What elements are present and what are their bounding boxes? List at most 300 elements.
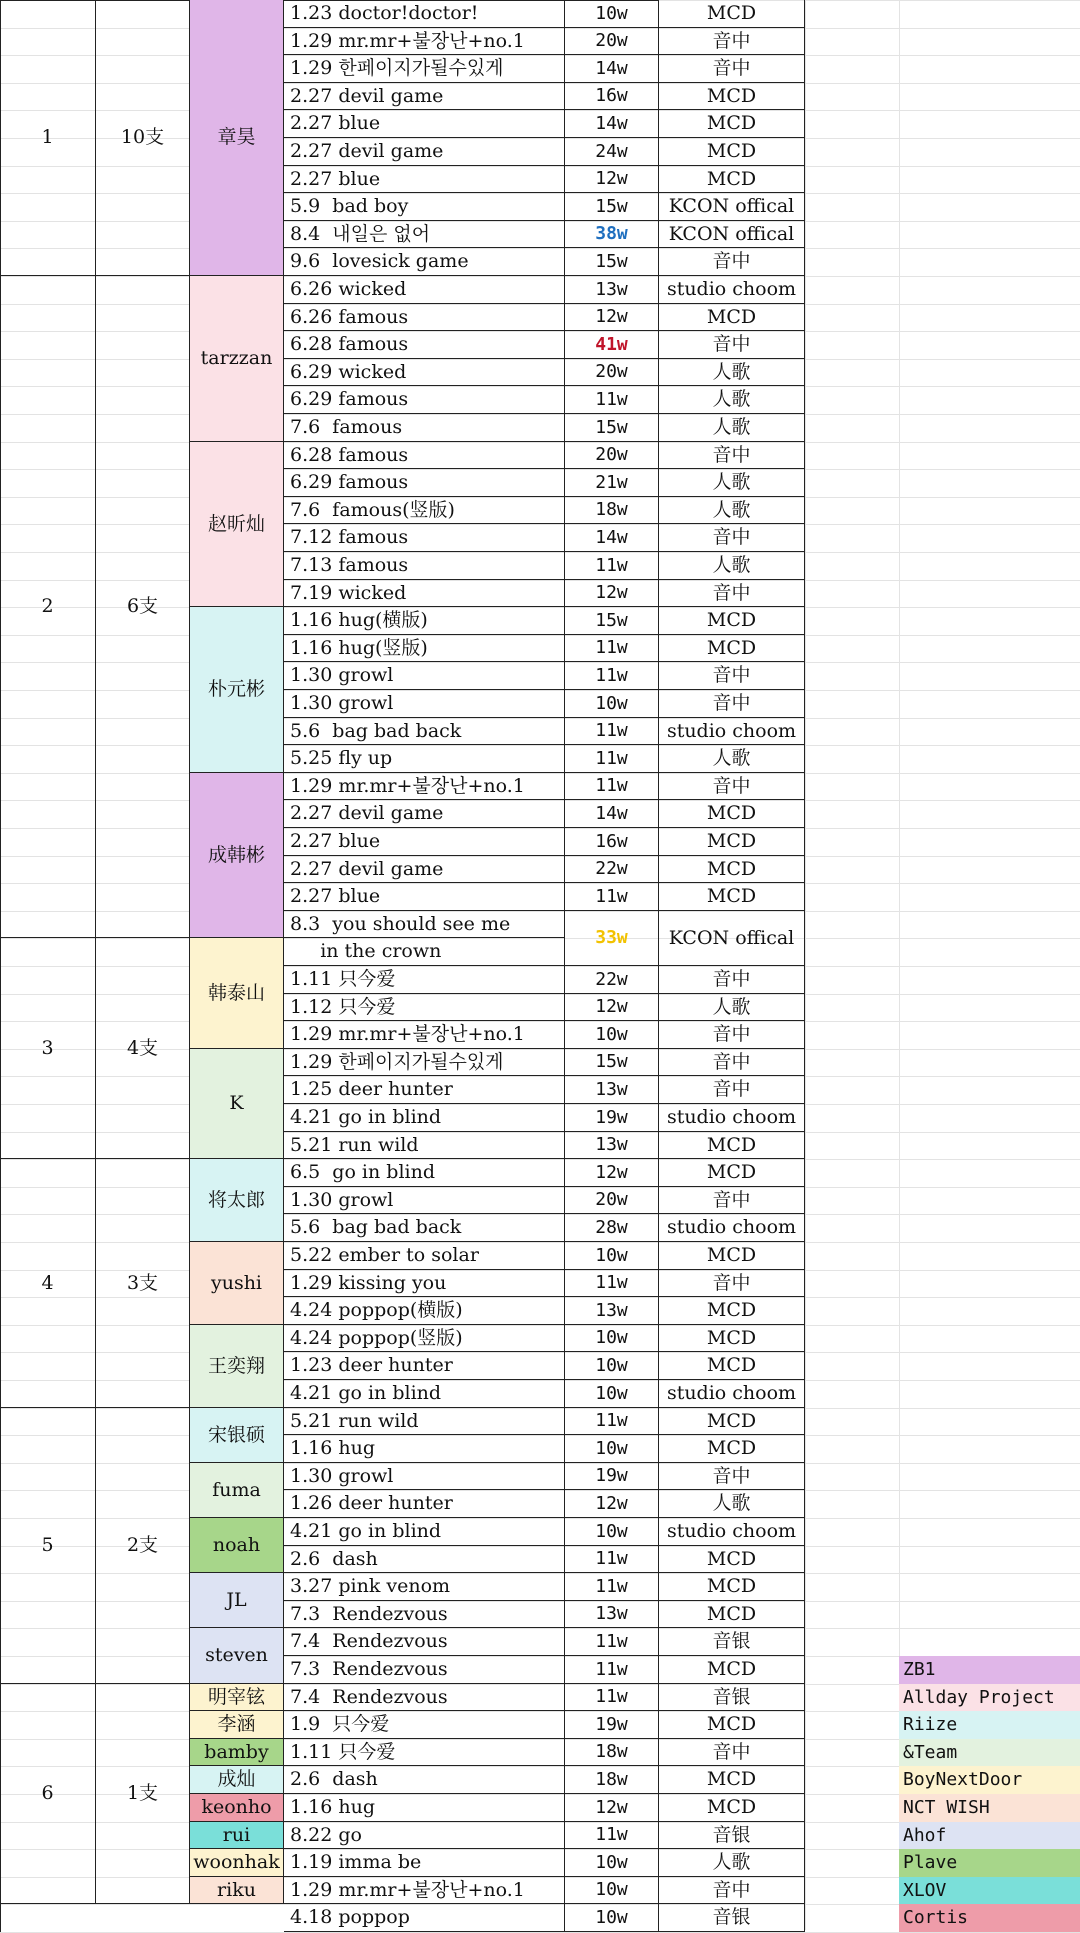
platform-cell[interactable] bbox=[659, 442, 805, 469]
song-cell[interactable] bbox=[284, 580, 565, 607]
platform-cell[interactable] bbox=[659, 1684, 805, 1711]
platform-name: MCD bbox=[706, 885, 757, 907]
legend-item[interactable] bbox=[899, 1656, 1080, 1684]
views-cell[interactable] bbox=[565, 386, 659, 414]
platform-cell[interactable] bbox=[659, 221, 805, 248]
song-cell[interactable] bbox=[284, 1104, 565, 1132]
song-title: 1.16 hug(横版) bbox=[290, 609, 428, 631]
platform-cell[interactable] bbox=[659, 1766, 805, 1794]
views-cell[interactable] bbox=[565, 1822, 659, 1849]
platform-cell[interactable] bbox=[659, 138, 805, 166]
song-cell[interactable] bbox=[284, 1711, 565, 1739]
views-cell[interactable] bbox=[565, 442, 659, 469]
platform-name: 音中 bbox=[712, 1023, 751, 1045]
tier-count-cell[interactable] bbox=[96, 938, 190, 1159]
views-cell[interactable] bbox=[565, 1490, 659, 1518]
song-cell[interactable] bbox=[284, 1601, 565, 1628]
song-cell[interactable] bbox=[284, 911, 565, 938]
song-cell[interactable] bbox=[284, 221, 565, 248]
song-cell[interactable] bbox=[284, 304, 565, 331]
song-cell[interactable] bbox=[284, 55, 565, 83]
platform-cell[interactable] bbox=[659, 552, 805, 580]
views-cell[interactable] bbox=[565, 800, 659, 828]
platform-name: 音中 bbox=[712, 333, 751, 355]
song-cell[interactable] bbox=[284, 110, 565, 138]
views-cell[interactable] bbox=[565, 1766, 659, 1794]
views-cell[interactable] bbox=[565, 552, 659, 580]
views-cell[interactable] bbox=[565, 1380, 659, 1408]
song-cell[interactable] bbox=[284, 1352, 565, 1380]
views-cell[interactable] bbox=[565, 1435, 659, 1463]
member-name-cell[interactable] bbox=[190, 1628, 284, 1684]
song-cell[interactable] bbox=[284, 497, 565, 524]
song-cell[interactable] bbox=[284, 248, 565, 276]
platform-cell[interactable] bbox=[659, 1242, 805, 1270]
views-value: 11w bbox=[595, 885, 628, 907]
member-name-cell[interactable] bbox=[190, 773, 284, 938]
platform-cell[interactable] bbox=[659, 1490, 805, 1518]
platform-name: 音中 bbox=[712, 57, 751, 79]
song-cell[interactable] bbox=[284, 1573, 565, 1601]
tier-count-cell[interactable] bbox=[96, 1408, 190, 1684]
views-cell[interactable] bbox=[565, 221, 659, 248]
song-cell[interactable] bbox=[284, 83, 565, 110]
platform-cell[interactable] bbox=[659, 1794, 805, 1822]
song-cell[interactable] bbox=[284, 635, 565, 662]
song-title: 2.27 devil game bbox=[290, 857, 444, 880]
platform-cell[interactable] bbox=[659, 1214, 805, 1242]
views-cell[interactable] bbox=[565, 580, 659, 607]
platform-cell[interactable] bbox=[659, 55, 805, 83]
platform-name: MCD bbox=[706, 140, 757, 162]
views-cell[interactable] bbox=[565, 0, 659, 28]
member-name-cell[interactable] bbox=[190, 1242, 284, 1325]
platform-cell[interactable] bbox=[659, 1656, 805, 1684]
views-cell[interactable] bbox=[565, 856, 659, 883]
song-title: 4.21 go in blind bbox=[290, 1382, 442, 1404]
member-name-cell[interactable] bbox=[190, 276, 284, 442]
platform-cell[interactable] bbox=[659, 1380, 805, 1408]
platform-cell[interactable] bbox=[659, 883, 805, 911]
views-cell[interactable] bbox=[565, 1214, 659, 1242]
platform-cell[interactable] bbox=[659, 1877, 805, 1904]
views-cell[interactable] bbox=[565, 1049, 659, 1076]
song-cell[interactable] bbox=[284, 1132, 565, 1159]
platform-cell[interactable] bbox=[659, 1076, 805, 1104]
member-name: bamby bbox=[204, 1740, 269, 1763]
member-name: steven bbox=[205, 1644, 268, 1666]
platform-cell[interactable] bbox=[659, 994, 805, 1021]
views-cell[interactable] bbox=[565, 83, 659, 110]
views-cell[interactable] bbox=[565, 1601, 659, 1628]
member-name: tarzzan bbox=[200, 347, 273, 369]
platform-cell[interactable] bbox=[659, 1628, 805, 1656]
member-name-cell[interactable] bbox=[190, 1049, 284, 1159]
views-cell[interactable] bbox=[565, 1794, 659, 1822]
tier-rank: 2 bbox=[41, 595, 54, 617]
platform-cell[interactable] bbox=[659, 248, 805, 276]
views-value: 12w bbox=[595, 1492, 628, 1514]
views-cell[interactable] bbox=[565, 1711, 659, 1739]
views-value: 20w bbox=[595, 444, 628, 465]
song-cell[interactable] bbox=[284, 552, 565, 580]
platform-cell[interactable] bbox=[659, 469, 805, 497]
platform-cell[interactable] bbox=[659, 1325, 805, 1352]
song-cell[interactable] bbox=[284, 276, 565, 304]
song-cell[interactable] bbox=[284, 856, 565, 883]
song-cell[interactable] bbox=[284, 469, 565, 497]
views-cell[interactable] bbox=[565, 911, 659, 966]
platform-cell[interactable] bbox=[659, 28, 805, 55]
song-title: 2.27 blue bbox=[290, 112, 381, 134]
platform-cell[interactable] bbox=[659, 1021, 805, 1049]
song-cell[interactable] bbox=[284, 1684, 565, 1711]
platform-cell[interactable] bbox=[659, 414, 805, 442]
legend-label: XLOV bbox=[903, 1879, 947, 1901]
views-value: 19w bbox=[595, 1106, 628, 1128]
views-cell[interactable] bbox=[565, 607, 659, 635]
song-title: 1.30 growl bbox=[290, 692, 394, 714]
song-title: 1.26 deer hunter bbox=[290, 1492, 453, 1514]
song-cell[interactable] bbox=[284, 1187, 565, 1214]
platform-cell[interactable] bbox=[659, 83, 805, 110]
song-cell[interactable] bbox=[284, 1849, 565, 1877]
views-cell[interactable] bbox=[565, 1270, 659, 1297]
song-cell[interactable] bbox=[284, 1490, 565, 1518]
platform-cell[interactable] bbox=[659, 1104, 805, 1132]
platform-cell[interactable] bbox=[659, 773, 805, 800]
member-name-cell[interactable] bbox=[190, 1849, 284, 1877]
views-cell[interactable] bbox=[565, 1408, 659, 1435]
member-name-cell[interactable] bbox=[190, 607, 284, 773]
platform-cell[interactable] bbox=[659, 690, 805, 718]
platform-cell[interactable] bbox=[659, 110, 805, 138]
legend-item[interactable] bbox=[899, 1766, 1080, 1794]
views-cell[interactable] bbox=[565, 1463, 659, 1490]
song-cell[interactable] bbox=[284, 166, 565, 193]
song-cell[interactable] bbox=[284, 800, 565, 828]
views-cell[interactable] bbox=[565, 138, 659, 166]
views-cell[interactable] bbox=[565, 359, 659, 386]
song-title: 1.30 growl bbox=[290, 664, 394, 686]
platform-cell[interactable] bbox=[659, 276, 805, 304]
platform-cell[interactable] bbox=[659, 718, 805, 745]
views-cell[interactable] bbox=[565, 690, 659, 718]
views-value: 14w bbox=[595, 526, 628, 548]
platform-cell[interactable] bbox=[659, 1408, 805, 1435]
song-title: 1.29 mr.mr+불장난+no.1 bbox=[290, 29, 525, 52]
member-name-cell[interactable] bbox=[190, 1822, 284, 1849]
member-name-cell[interactable] bbox=[190, 442, 284, 607]
member-name-cell[interactable] bbox=[190, 1463, 284, 1518]
views-cell[interactable] bbox=[565, 1849, 659, 1877]
song-cell[interactable] bbox=[284, 1766, 565, 1794]
member-name-cell[interactable] bbox=[190, 1684, 284, 1711]
song-title: 8.22 go bbox=[290, 1823, 362, 1846]
member-name-cell[interactable] bbox=[190, 938, 284, 1049]
song-cell[interactable] bbox=[284, 773, 565, 800]
platform-cell[interactable] bbox=[659, 497, 805, 524]
platform-cell[interactable] bbox=[659, 1518, 805, 1546]
platform-name: 人歌 bbox=[712, 995, 751, 1018]
legend-item[interactable] bbox=[899, 1904, 1080, 1932]
platform-cell[interactable] bbox=[659, 607, 805, 635]
legend-item[interactable] bbox=[899, 1711, 1080, 1739]
platform-cell[interactable] bbox=[659, 304, 805, 331]
song-cell[interactable] bbox=[284, 1380, 565, 1408]
song-cell[interactable] bbox=[284, 414, 565, 442]
platform-cell[interactable] bbox=[659, 0, 805, 28]
tier-count-cell[interactable] bbox=[96, 1684, 190, 1904]
platform-cell[interactable] bbox=[659, 1159, 805, 1187]
song-cell[interactable] bbox=[284, 359, 565, 386]
views-cell[interactable] bbox=[565, 1904, 659, 1932]
song-cell[interactable] bbox=[284, 1214, 565, 1242]
legend-item[interactable] bbox=[899, 1849, 1080, 1877]
views-cell[interactable] bbox=[565, 1076, 659, 1104]
song-cell[interactable] bbox=[284, 1408, 565, 1435]
platform-cell[interactable] bbox=[659, 966, 805, 994]
song-cell[interactable] bbox=[284, 1076, 565, 1104]
views-cell[interactable] bbox=[565, 110, 659, 138]
song-cell[interactable] bbox=[284, 0, 565, 28]
song-cell[interactable] bbox=[284, 386, 565, 414]
views-cell[interactable] bbox=[565, 524, 659, 552]
views-cell[interactable] bbox=[565, 1739, 659, 1766]
legend-item[interactable] bbox=[899, 1877, 1080, 1904]
platform-name: 音中 bbox=[712, 1271, 751, 1294]
song-cell[interactable] bbox=[284, 138, 565, 166]
song-cell[interactable] bbox=[284, 1270, 565, 1297]
platform-cell[interactable] bbox=[659, 800, 805, 828]
views-value: 41w bbox=[595, 333, 628, 355]
views-value: 11w bbox=[595, 1824, 628, 1845]
views-cell[interactable] bbox=[565, 966, 659, 994]
tier-rank-cell[interactable] bbox=[0, 1684, 96, 1904]
platform-cell[interactable] bbox=[659, 1601, 805, 1628]
song-cell[interactable] bbox=[284, 1325, 565, 1352]
views-cell[interactable] bbox=[565, 166, 659, 193]
views-value: 38w bbox=[595, 223, 628, 244]
legend-label: ZB1 bbox=[903, 1659, 936, 1680]
member-name-cell[interactable] bbox=[190, 1739, 284, 1766]
member-name-cell[interactable] bbox=[190, 1325, 284, 1408]
views-cell[interactable] bbox=[565, 28, 659, 55]
song-cell[interactable] bbox=[284, 1159, 565, 1187]
views-cell[interactable] bbox=[565, 497, 659, 524]
views-cell[interactable] bbox=[565, 1242, 659, 1270]
platform-cell[interactable] bbox=[659, 635, 805, 662]
platform-cell[interactable] bbox=[659, 1546, 805, 1573]
song-cell[interactable] bbox=[284, 1904, 565, 1932]
song-cell[interactable] bbox=[284, 1297, 565, 1325]
member-name-cell[interactable] bbox=[190, 1408, 284, 1463]
member-name-cell[interactable] bbox=[190, 0, 284, 276]
song-cell[interactable] bbox=[284, 193, 565, 221]
platform-cell[interactable] bbox=[659, 166, 805, 193]
platform-cell[interactable] bbox=[659, 1352, 805, 1380]
song-cell[interactable] bbox=[284, 1518, 565, 1546]
song-cell[interactable] bbox=[284, 1242, 565, 1270]
song-title: 7.19 wicked bbox=[290, 581, 407, 604]
views-cell[interactable] bbox=[565, 276, 659, 304]
song-cell[interactable] bbox=[284, 690, 565, 718]
member-name-cell[interactable] bbox=[190, 1794, 284, 1822]
views-cell[interactable] bbox=[565, 331, 659, 359]
platform-cell[interactable] bbox=[659, 745, 805, 773]
song-cell[interactable] bbox=[284, 1877, 565, 1904]
views-cell[interactable] bbox=[565, 248, 659, 276]
platform-cell[interactable] bbox=[659, 193, 805, 221]
platform-cell[interactable] bbox=[659, 580, 805, 607]
song-cell[interactable] bbox=[284, 607, 565, 635]
song-cell[interactable] bbox=[284, 1021, 565, 1049]
song-cell[interactable] bbox=[284, 1546, 565, 1573]
platform-cell[interactable] bbox=[659, 828, 805, 856]
platform-cell[interactable] bbox=[659, 1132, 805, 1159]
song-cell[interactable] bbox=[284, 1628, 565, 1656]
legend-label: Ahof bbox=[903, 1824, 947, 1846]
views-cell[interactable] bbox=[565, 662, 659, 690]
views-cell[interactable] bbox=[565, 414, 659, 442]
platform-cell[interactable] bbox=[659, 1049, 805, 1076]
tier-count-cell[interactable] bbox=[96, 276, 190, 938]
member-name-cell[interactable] bbox=[190, 1518, 284, 1573]
song-cell[interactable] bbox=[284, 1739, 565, 1766]
song-cell[interactable] bbox=[284, 994, 565, 1021]
song-cell[interactable] bbox=[284, 331, 565, 359]
platform-name: 音中 bbox=[712, 1878, 751, 1901]
platform-cell[interactable] bbox=[659, 1904, 805, 1932]
views-cell[interactable] bbox=[565, 635, 659, 662]
platform-cell[interactable] bbox=[659, 1849, 805, 1877]
views-cell[interactable] bbox=[565, 745, 659, 773]
views-cell[interactable] bbox=[565, 1187, 659, 1214]
song-cell[interactable] bbox=[284, 1435, 565, 1463]
platform-cell[interactable] bbox=[659, 1270, 805, 1297]
views-cell[interactable] bbox=[565, 1132, 659, 1159]
views-cell[interactable] bbox=[565, 1656, 659, 1684]
platform-cell[interactable] bbox=[659, 1435, 805, 1463]
song-cell[interactable] bbox=[284, 1049, 565, 1076]
views-cell[interactable] bbox=[565, 193, 659, 221]
member-name-cell[interactable] bbox=[190, 1877, 284, 1904]
views-cell[interactable] bbox=[565, 1518, 659, 1546]
song-cell[interactable] bbox=[284, 745, 565, 773]
tier-rank-cell[interactable] bbox=[0, 938, 96, 1159]
platform-name: MCD bbox=[706, 1326, 757, 1349]
song-cell[interactable] bbox=[284, 1822, 565, 1849]
platform-cell[interactable] bbox=[659, 911, 805, 966]
song-title: 6.29 famous bbox=[290, 471, 409, 493]
platform-cell[interactable] bbox=[659, 1822, 805, 1849]
member-name-cell[interactable] bbox=[190, 1159, 284, 1242]
legend-item[interactable] bbox=[899, 1684, 1080, 1711]
legend-item[interactable] bbox=[899, 1822, 1080, 1849]
member-name-cell[interactable] bbox=[190, 1766, 284, 1794]
platform-cell[interactable] bbox=[659, 1739, 805, 1766]
song-title: 3.27 pink venom bbox=[290, 1575, 451, 1597]
tier-rank-cell[interactable] bbox=[0, 276, 96, 938]
views-cell[interactable] bbox=[565, 1352, 659, 1380]
views-cell[interactable] bbox=[565, 55, 659, 83]
views-cell[interactable] bbox=[565, 469, 659, 497]
views-value: 15w bbox=[595, 250, 628, 272]
platform-cell[interactable] bbox=[659, 1187, 805, 1214]
member-name-cell[interactable] bbox=[190, 1711, 284, 1739]
views-value: 11w bbox=[595, 1686, 628, 1707]
tier-rank-cell[interactable] bbox=[0, 1408, 96, 1684]
platform-cell[interactable] bbox=[659, 1463, 805, 1490]
platform-cell[interactable] bbox=[659, 331, 805, 359]
song-title-continued: in the crown bbox=[290, 940, 442, 962]
tier-rank-cell[interactable] bbox=[0, 0, 96, 276]
legend-item[interactable] bbox=[899, 1739, 1080, 1766]
song-title: 6.26 wicked bbox=[290, 278, 407, 300]
song-cell[interactable] bbox=[284, 718, 565, 745]
platform-name: MCD bbox=[706, 112, 757, 134]
views-cell[interactable] bbox=[565, 773, 659, 800]
song-cell[interactable] bbox=[284, 442, 565, 469]
views-cell[interactable] bbox=[565, 828, 659, 856]
views-value: 15w bbox=[595, 1051, 628, 1072]
views-cell[interactable] bbox=[565, 304, 659, 331]
song-cell[interactable] bbox=[284, 1656, 565, 1684]
platform-cell[interactable] bbox=[659, 386, 805, 414]
views-cell[interactable] bbox=[565, 1877, 659, 1904]
views-cell[interactable] bbox=[565, 1573, 659, 1601]
song-cell[interactable] bbox=[284, 883, 565, 911]
platform-name: 人歌 bbox=[712, 747, 751, 769]
tier-rank-cell[interactable] bbox=[0, 1159, 96, 1408]
views-cell[interactable] bbox=[565, 1546, 659, 1573]
views-cell[interactable] bbox=[565, 1021, 659, 1049]
views-cell[interactable] bbox=[565, 994, 659, 1021]
song-cell[interactable] bbox=[284, 524, 565, 552]
views-cell[interactable] bbox=[565, 718, 659, 745]
views-cell[interactable] bbox=[565, 1104, 659, 1132]
platform-cell[interactable] bbox=[659, 1573, 805, 1601]
song-cell[interactable] bbox=[284, 966, 565, 994]
platform-cell[interactable] bbox=[659, 662, 805, 690]
member-name-cell[interactable] bbox=[190, 1573, 284, 1628]
views-cell[interactable] bbox=[565, 883, 659, 911]
platform-cell[interactable] bbox=[659, 1711, 805, 1739]
song-title: 1.29 mr.mr+불장난+no.1 bbox=[290, 1878, 525, 1901]
views-cell[interactable] bbox=[565, 1628, 659, 1656]
song-cell[interactable] bbox=[284, 828, 565, 856]
tier-count-cell[interactable] bbox=[96, 0, 190, 276]
views-cell[interactable] bbox=[565, 1159, 659, 1187]
song-cell[interactable] bbox=[284, 1463, 565, 1490]
platform-cell[interactable] bbox=[659, 359, 805, 386]
views-cell[interactable] bbox=[565, 1297, 659, 1325]
song-cell[interactable] bbox=[284, 662, 565, 690]
song-cell[interactable] bbox=[284, 938, 565, 966]
member-name: keonho bbox=[201, 1796, 272, 1818]
views-cell[interactable] bbox=[565, 1325, 659, 1352]
platform-cell[interactable] bbox=[659, 1297, 805, 1325]
song-cell[interactable] bbox=[284, 28, 565, 55]
song-cell[interactable] bbox=[284, 1794, 565, 1822]
platform-cell[interactable] bbox=[659, 524, 805, 552]
legend-item[interactable] bbox=[899, 1794, 1080, 1822]
tier-count-cell[interactable] bbox=[96, 1159, 190, 1408]
views-cell[interactable] bbox=[565, 1684, 659, 1711]
platform-cell[interactable] bbox=[659, 856, 805, 883]
member-name: 将太郎 bbox=[207, 1188, 265, 1211]
views-value: 11w bbox=[595, 1272, 628, 1293]
